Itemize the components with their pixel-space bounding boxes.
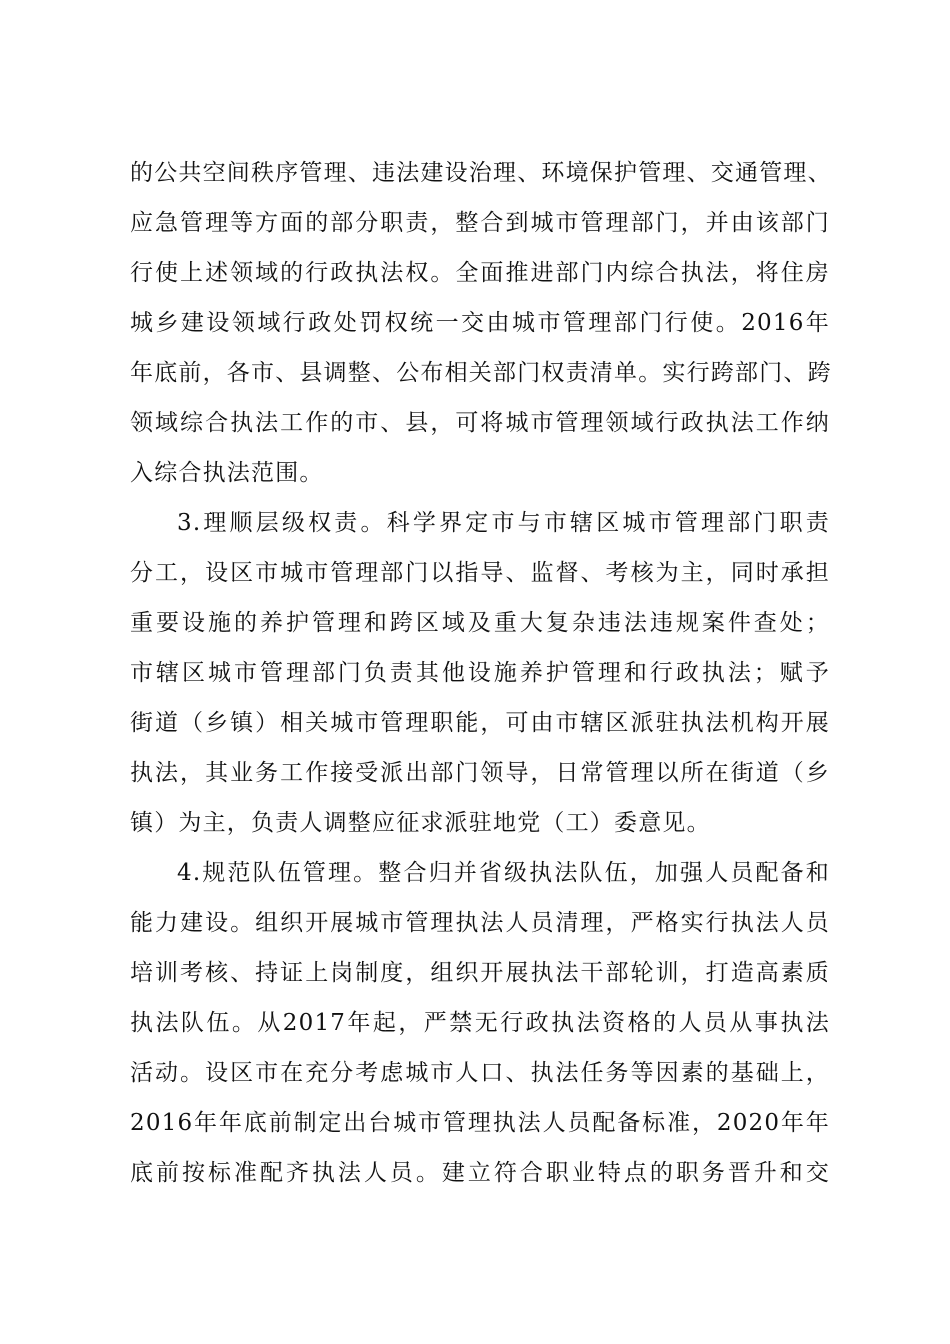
text-line: 应急管理等方面的部分职责，整合到城市管理部门，并由该部门 (130, 210, 830, 236)
text-line: 培训考核、持证上岗制度，组织开展执法干部轮训，打造高素质 (130, 960, 830, 986)
paragraph-heading-3: 3.理顺层级权责。科学界定市与市辖区城市管理部门职责 (177, 510, 830, 536)
text-line: 街道（乡镇）相关城市管理职能，可由市辖区派驻执法机构开展 (130, 710, 830, 736)
text-line: 城乡建设领域行政处罚权统一交由城市管理部门行使。2016年 (130, 310, 830, 336)
text-line: 重要设施的养护管理和跨区域及重大复杂违法违规案件查处； (130, 610, 830, 636)
paragraph-heading-4: 4.规范队伍管理。整合归并省级执法队伍，加强人员配备和 (177, 860, 830, 886)
text-line: 能力建设。组织开展城市管理执法人员清理，严格实行执法人员 (130, 910, 830, 936)
text-line: 的公共空间秩序管理、违法建设治理、环境保护管理、交通管理、 (130, 160, 832, 186)
text-line: 领域综合执法工作的市、县，可将城市管理领域行政执法工作纳 (130, 410, 830, 436)
text-line: 活动。设区市在充分考虑城市人口、执法任务等因素的基础上， (130, 1060, 830, 1086)
text-line: 底前按标准配齐执法人员。建立符合职业特点的职务晋升和交 (130, 1160, 830, 1186)
text-line: 入综合执法范围。 (130, 460, 324, 486)
text-line: 年底前，各市、县调整、公布相关部门权责清单。实行跨部门、跨 (130, 360, 832, 386)
body-text (130, 148, 830, 1198)
text-line: 执法，其业务工作接受派出部门领导，日常管理以所在街道（乡 (130, 760, 830, 786)
text-line: 分工，设区市城市管理部门以指导、监督、考核为主，同时承担 (130, 560, 830, 586)
text-line: 执法队伍。从2017年起，严禁无行政执法资格的人员从事执法 (130, 1010, 830, 1036)
text-line: 市辖区城市管理部门负责其他设施养护管理和行政执法；赋予 (130, 660, 830, 686)
text-line: 2016年年底前制定出台城市管理执法人员配备标准，2020年年 (130, 1110, 830, 1136)
text-line: 行使上述领域的行政执法权。全面推进部门内综合执法，将住房 (130, 260, 830, 286)
text-line: 镇）为主，负责人调整应征求派驻地党（工）委意见。 (130, 810, 711, 836)
